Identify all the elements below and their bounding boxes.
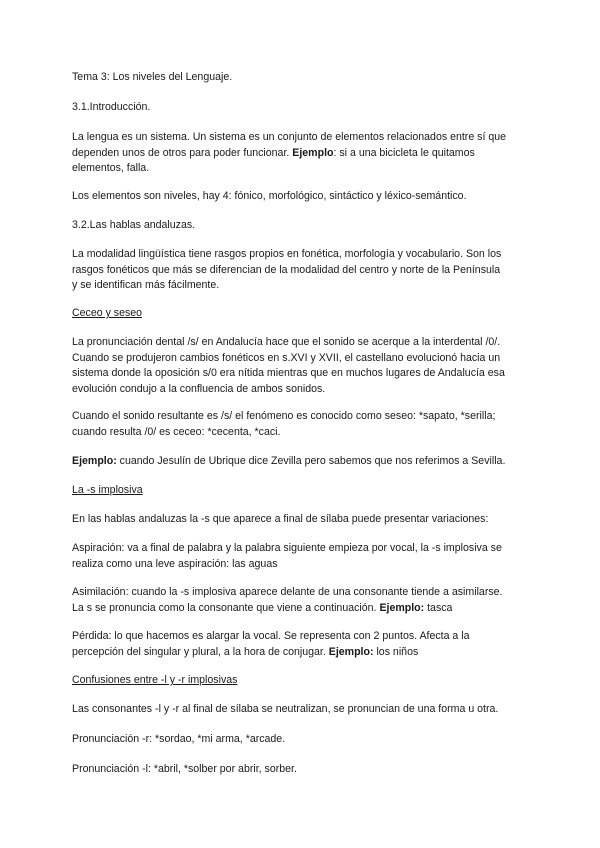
example-label: Ejemplo: [72,455,117,467]
example-label: Ejemplo [292,146,334,159]
subheading-s-implosiva: La -s implosiva [72,484,143,496]
paragraph-line: La pronunciación dental /s/ en Andalucía hace que el sonido se acerque a la interdental /0/. [72,336,501,348]
paragraph-line: cuando resulta /0/ es ceceo: *cecenta, *caci. [72,425,281,438]
paragraph-line: Pérdida: lo que hacemos es alargar la vocal. Se representa con 2 puntos. Afecta a la [72,630,470,642]
paragraph-line: Los elementos son niveles, hay 4: fónico, morfológico, sintáctico y léxico-semántico. [72,190,467,202]
paragraph-line: Asimilación: cuando la -s implosiva aparece delante de una consonante tiende a asimilarse. [72,586,503,598]
paragraph-line: Ejemplo: cuando Jesulín de Ubrique dice Zevilla pero sabemos que nos referimos a Sevilla. [72,455,506,467]
paragraph-line: rasgos fonéticos que más se diferencian de la modalidad del centro y norte de la Península [72,263,501,276]
paragraph-line: Cuando el sonido resultante es /s/ el fenómeno es conocido como seseo: *sapato, *serilla; [72,410,496,422]
paragraph-line: elementos, falla. [72,162,150,174]
document-title: Tema 3: Los niveles del Lenguaje. [72,71,233,83]
paragraph-line: y se identifican más fácilmente. [72,279,220,291]
paragraph-line: La lengua es un sistema. Un sistema es un conjunto de elementos relacionados entre sí que [72,131,507,143]
section-heading-intro: 3.1.Introducción. [72,101,151,113]
paragraph-line: En las hablas andaluzas la -s que aparece a final de sílaba puede presentar variaciones: [72,513,489,525]
paragraph-line: Cuando se produjeron cambios fonéticos en s.XVI y XVII, el castellano evolucionó hacia un [72,351,501,364]
paragraph-line: realiza como una leve aspiración: las aguas [72,557,278,570]
example-label: Ejemplo: [328,645,374,658]
paragraph-line: Las consonantes -l y -r al final de sílaba se neutralizan, se pronuncian de una forma u otra. [72,703,499,715]
paragraph-line: evolución condujo a la confluencia de ambos sonidos. [72,382,326,395]
subheading-confusiones: Confusiones entre -l y -r implosivas [72,674,238,686]
paragraph-line: La modalidad lingüística tiene rasgos propios en fonética, morfología y vocabulario. Son los [72,248,502,260]
paragraph-line: Aspiración: va a final de palabra y la palabra siguiente empieza por vocal, la -s implosiva se [72,542,502,554]
paragraph-line: sistema donde la oposición s/0 era nítida mientras que en muchos lugares de Andalucía esa [72,367,505,379]
example-label: Ejemplo: [379,601,425,614]
subheading-ceceo-seseo: Ceceo y seseo [72,307,143,319]
paragraph-line: Pronunciación -r: *sordao, *mi arma, *arcade. [72,733,286,745]
paragraph-line: percepción del singular y plural, a la hora de conjugar. Ejemplo: los niños [72,645,419,658]
paragraph-line: dependen unos de otros para poder funcionar. Ejemplo: si a una bicicleta le quitamos [72,146,475,159]
paragraph-line: La s se pronuncia como la consonante que viene a continuación. Ejemplo: tasca [72,601,453,614]
section-heading-hablas: 3.2.Las hablas andaluzas. [72,219,196,231]
paragraph-line: Pronunciación -l: *abril, *solber por abrir, sorber. [72,763,297,775]
